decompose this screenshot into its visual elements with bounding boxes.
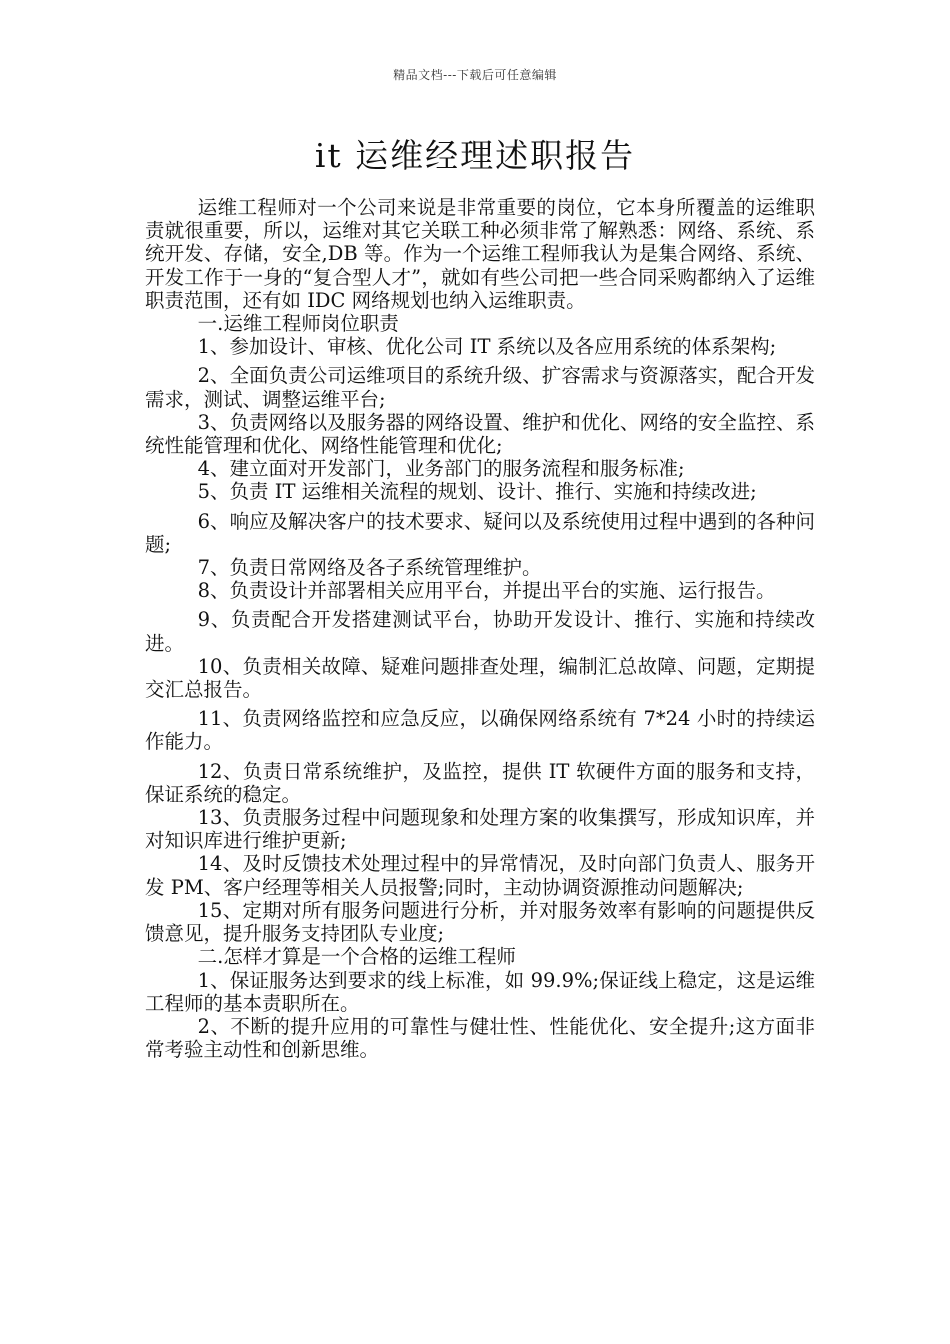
section-heading-qualified: 二.怎样才算是一个合格的运维工程师 [197,945,516,969]
list-item: 9、负责配合开发搭建测试平台，协助开发设计、推行、实施和持续改进。 [145,608,815,655]
list-item: 8、负责设计并部署相关应用平台，并提出平台的实施、运行报告。 [197,579,776,603]
list-item: 2、全面负责公司运维项目的系统升级、扩容需求与资源落实，配合开发需求，测试、调整运维平台; [145,364,815,411]
list-item: 6、响应及解决客户的技术要求、疑问以及系统使用过程中遇到的各种问题; [145,509,815,556]
header-note: 精品文档---下载后可任意编辑 [393,68,557,82]
list-item: 10、负责相关故障、疑难问题排查处理，编制汇总故障、问题，定期提交汇总报告。 [145,654,815,702]
list-item: 1、保证服务达到要求的线上标准，如 99.9%;保证线上稳定，这是运维工程师的基本责职所在。 [145,968,815,1015]
list-item: 3、负责网络以及服务器的网络设置、维护和优化、网络的安全监控、系统性能管理和优化、网络性能管理和优化; [145,410,815,458]
list-item: 11、负责网络监控和应急反应，以确保网络系统有 7*24 小时的持续运作能力。 [145,707,815,754]
document-body [145,196,815,1061]
list-item: 14、及时反馈技术处理过程中的异常情况，及时向部门负责人、服务开发 PM、客户经理等相关人员报警;同时，主动协调资源推动问题解决; [145,852,815,899]
page-title: it 运维经理述职报告 [314,136,636,175]
list-item: 7、负责日常网络及各子系统管理维护。 [197,556,542,580]
list-item: 12、负责日常系统维护，及监控，提供 IT 软硬件方面的服务和支持，保证系统的稳定。 [145,759,815,806]
intro-paragraph: 运维工程师对一个公司来说是非常重要的岗位，它本身所覆盖的运维职责就很重要，所以，运维对其它关联工种必须非常了解熟悉：网络、系统、系统开发、存储，安全,DB 等。作为一个运维工程师我认为是集合网络、系统、开发工作于一身的“复合型人才”，就如有些公司把一些合同采购都纳入了运维职责范围，还有如 IDC 网络规划也纳入运维职责。 [145,196,815,312]
list-item: 2、不断的提升应用的可靠性与健壮性、性能优化、安全提升;这方面非常考验主动性和创新思维。 [145,1014,815,1062]
list-item: 1、参加设计、审核、优化公司 IT 系统以及各应用系统的体系架构; [197,335,777,359]
list-item: 13、负责服务过程中问题现象和处理方案的收集撰写，形成知识库，并对知识库进行维护更新; [145,806,815,853]
list-item: 5、负责 IT 运维相关流程的规划、设计、推行、实施和持续改进; [197,480,757,504]
list-item: 4、建立面对开发部门，业务部门的服务流程和服务标准; [197,457,685,481]
list-item: 15、定期对所有服务问题进行分析，并对服务效率有影响的问题提供反馈意见，提升服务支持团队专业度; [145,898,815,946]
section-heading-duties: 一.运维工程师岗位职责 [197,312,399,336]
